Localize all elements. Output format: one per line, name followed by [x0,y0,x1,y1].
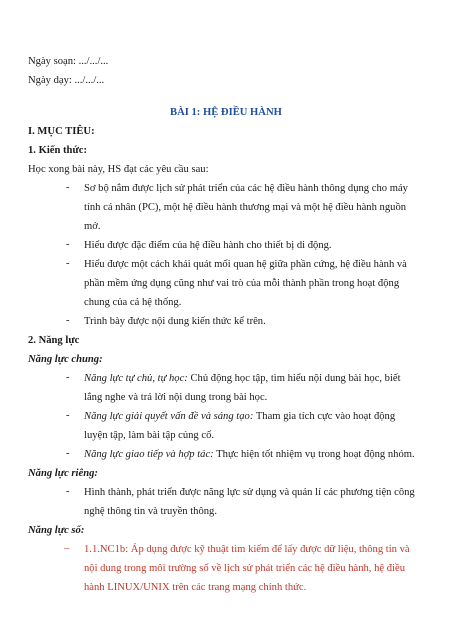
digital-text: hành LINUX/UNIX trên các trang mạng chính thức. [84,582,307,593]
competency-heading: 2. Năng lực [28,335,80,346]
competency-label: Năng lực giao tiếp và hợp tác: [84,449,214,460]
lesson-title: BÀI 1: HỆ ĐIỀU HÀNH [170,107,282,118]
knowledge-heading: 1. Kiến thức: [28,145,88,156]
general-competency-heading: Năng lực chung: [28,354,103,365]
bullet-text: Hiểu được đặc điểm của hệ điều hành cho thiết bị di động. [84,240,332,251]
bullet-dash: - [66,258,70,269]
bullet-text: chung của cả hệ thống. [84,297,182,308]
bullet-dash: - [66,486,70,497]
objectives-heading: I. MỤC TIÊU: [28,126,95,137]
competency-cont: lắng nghe và trả lời nội dung trong bài học. [84,392,268,403]
bullet-dash: - [66,410,70,421]
intro-text: Học xong bài này, HS đạt các yêu cầu sau: [28,164,209,175]
bullet-dash: - [66,182,70,193]
prep-date: Ngày soạn: .../.../... [28,56,109,67]
specific-competency-heading: Năng lực riêng: [28,468,98,479]
bullet-dash: - [66,315,70,326]
digital-text: nội dung trong môi trường số về lịch sử phát triển các hệ điều hành, hệ điều [84,563,405,574]
bullet-text: mở. [84,221,101,232]
specific-text: Hình thành, phát triển được năng lực sử dụng và quản lí các phương tiện công [84,487,415,498]
digital-competency-heading: Năng lực số: [28,525,85,536]
bullet-text: tính cá nhân (PC), một hệ điều hành thương mại và một hệ điều hành nguồn [84,202,407,213]
competency-item [84,372,401,385]
competency-label: Năng lực tự chủ, tự học: [84,373,188,384]
bullet-dash: – [64,543,70,554]
competency-cont: luyện tập, làm bài tập củng cố. [84,430,215,441]
specific-text: nghệ thông tin và truyền thông. [84,506,217,517]
bullet-text: Sơ bộ nắm được lịch sử phát triển của các hệ điều hành thông dụng cho máy [84,183,408,194]
digital-text: 1.1.NC1b: Áp dụng được kỹ thuật tìm kiếm để lấy được dữ liệu, thông tin và [84,544,410,555]
bullet-dash: - [66,239,70,250]
competency-text: Chủ động học tập, tìm hiểu nội dung bài học, biết [187,373,401,384]
bullet-dash: - [66,448,70,459]
competency-item [84,410,395,423]
bullet-text: Trình bày được nội dung kiến thức kể trên. [84,316,266,327]
bullet-text: Hiểu được một cách khái quát mối quan hệ giữa phần cứng, hệ điều hành và [84,259,407,270]
competency-label: Năng lực giải quyết vấn đề và sáng tạo: [84,411,254,422]
bullet-text: phần mềm ứng dụng cũng như vai trò của mỗi thành phần trong hoạt động [84,278,400,289]
teach-date: Ngày dạy: .../.../... [28,75,105,86]
competency-item [84,448,415,461]
competency-text: Tham gia tích cực vào hoạt động [253,411,396,422]
bullet-dash: - [66,372,70,383]
competency-text: Thực hiện tốt nhiệm vụ trong hoạt động nhóm. [213,449,415,460]
